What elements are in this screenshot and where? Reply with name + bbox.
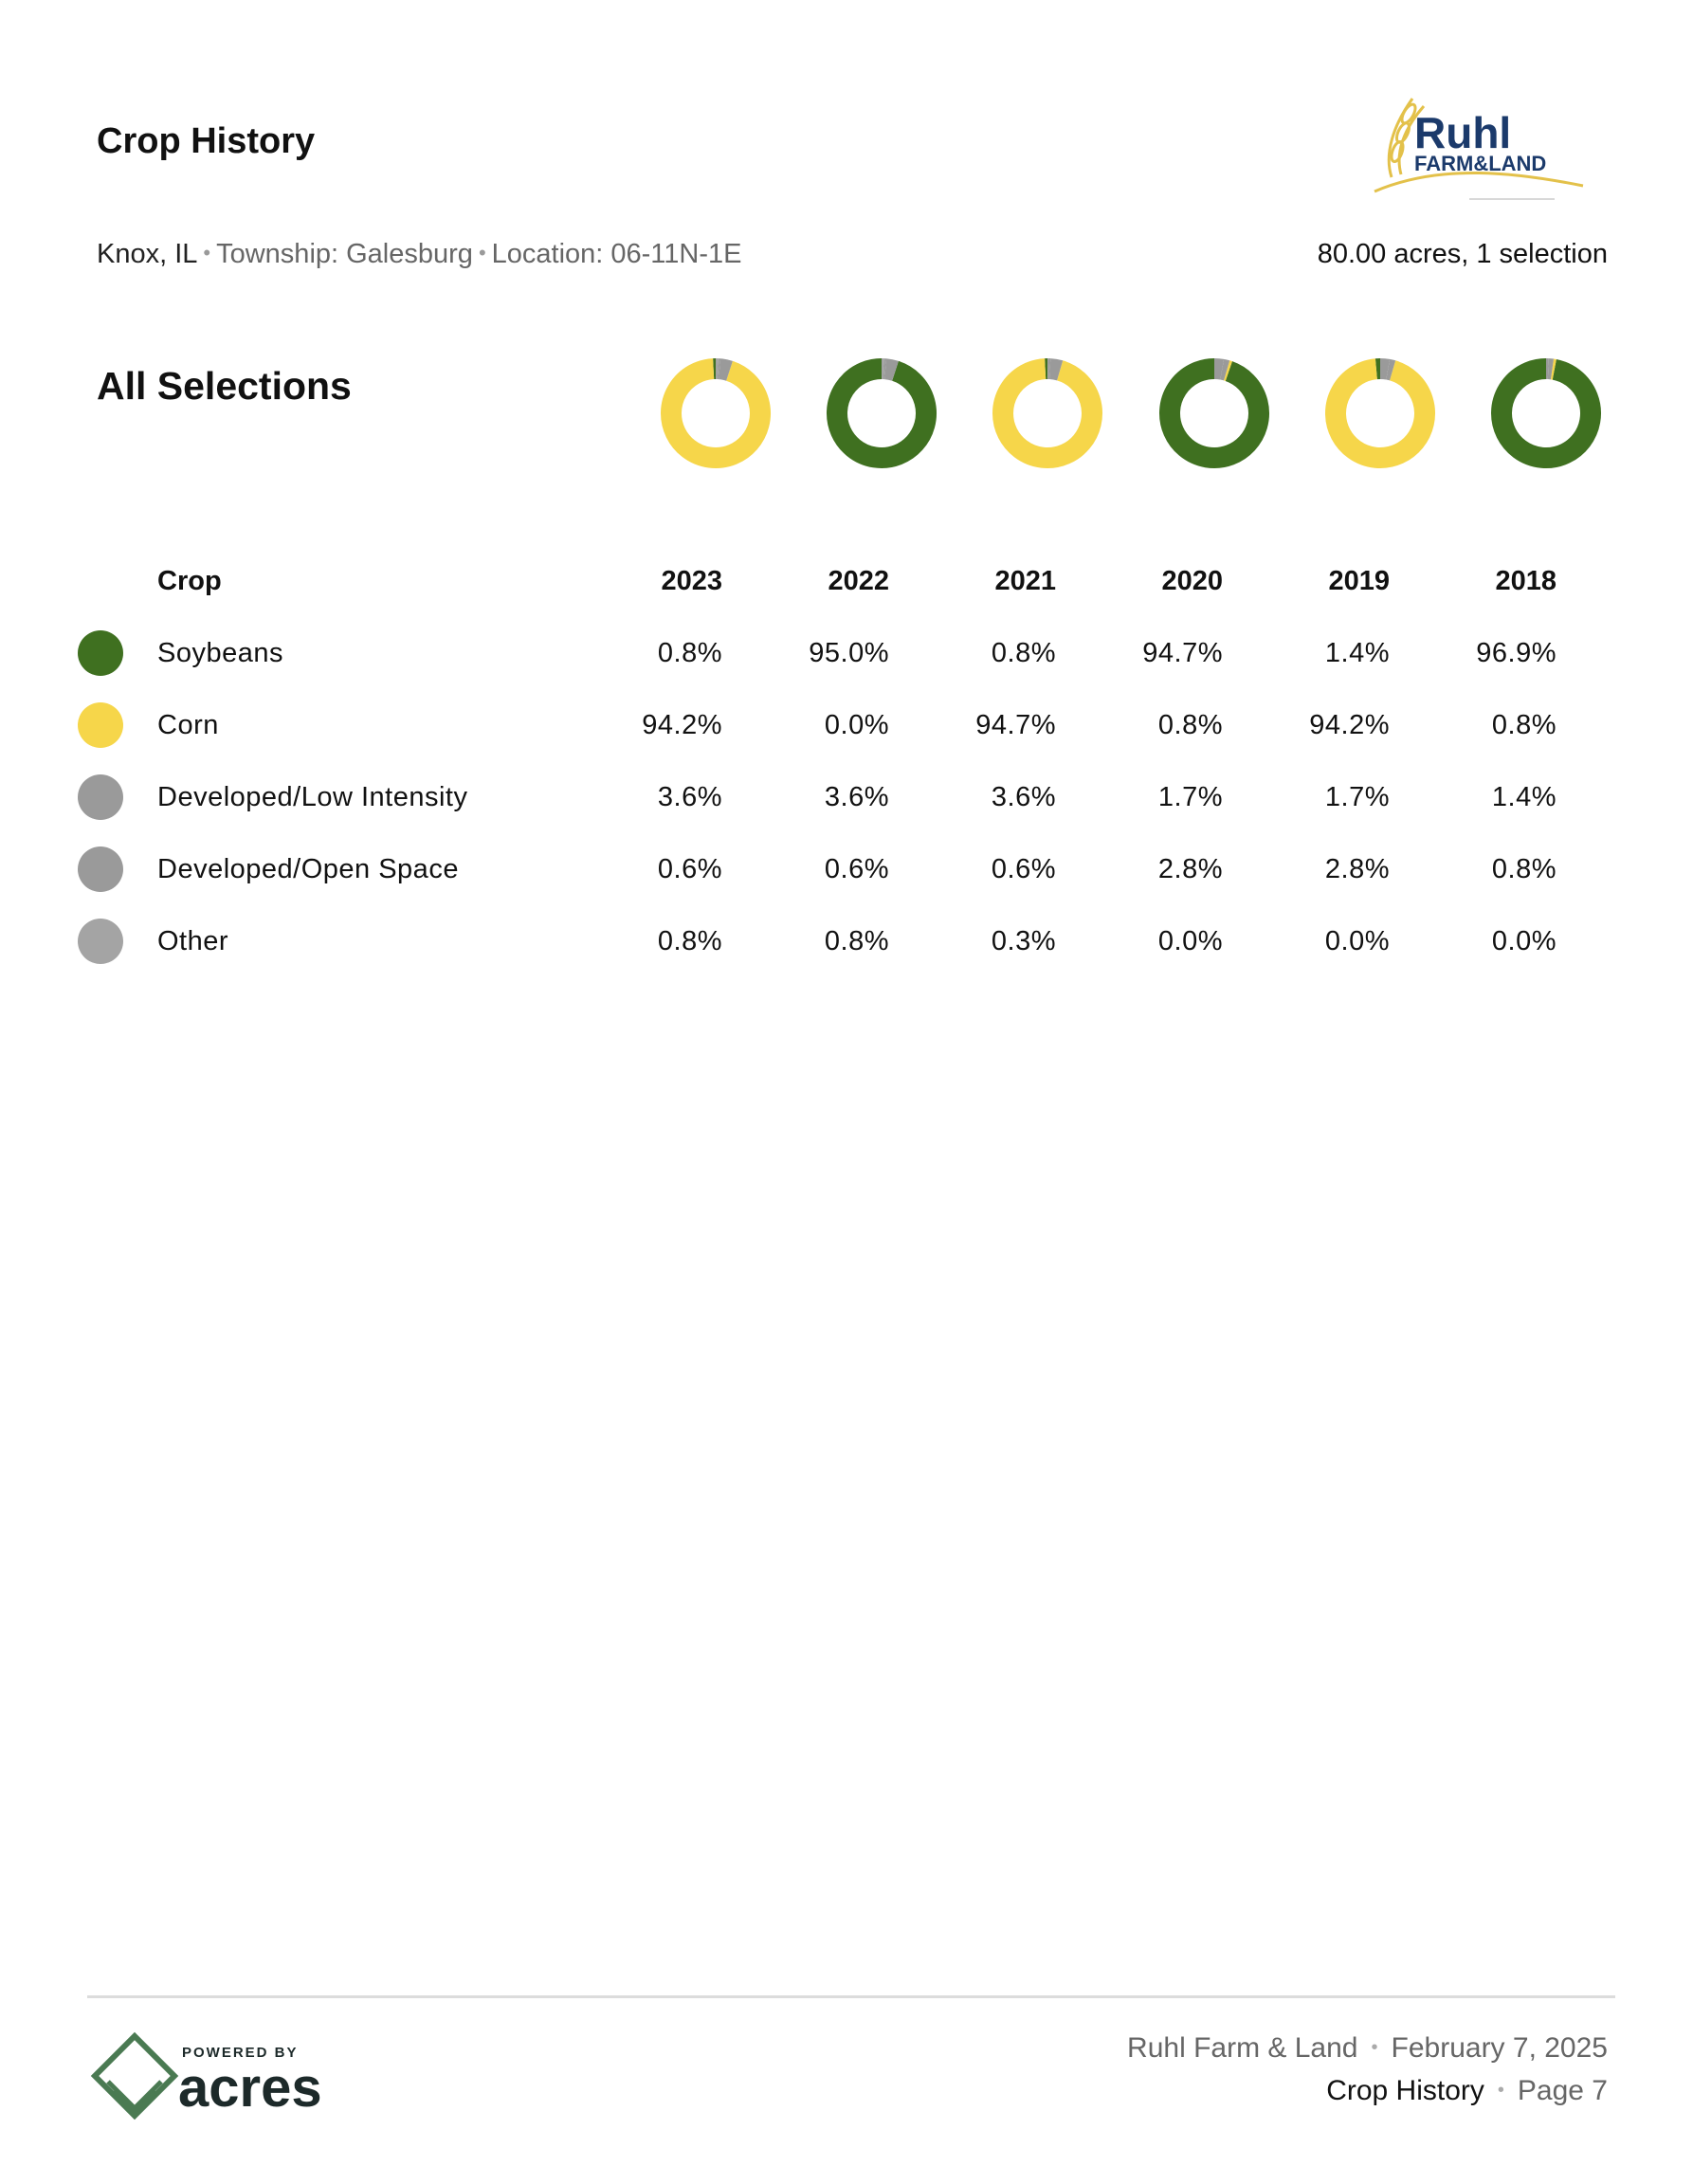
table-cell: 94.7% (975, 709, 1056, 740)
other-swatch (78, 919, 123, 964)
table-cell: 96.9% (1476, 637, 1556, 668)
year-header: 2023 (661, 565, 722, 596)
donut-slice-developed-low (885, 369, 895, 371)
donut-slice-developed-open (1380, 369, 1388, 370)
donut-slice-corn (1003, 369, 1092, 458)
footer-report-name: Crop History (1326, 2075, 1484, 2106)
table-cell: 1.4% (1324, 637, 1390, 668)
table-cell: 0.8% (1157, 709, 1223, 740)
table-cell: 95.0% (809, 637, 889, 668)
table-cell: 3.6% (657, 781, 722, 812)
powered-by-label: POWERED BY (182, 2045, 299, 2061)
table-cell: 0.8% (657, 925, 722, 956)
acres-brand: acres (178, 2057, 322, 2119)
table-cell: 0.8% (824, 925, 889, 956)
crop-name: Developed/Open Space (157, 853, 459, 884)
crop-name: Soybeans (157, 637, 283, 668)
table-row (57, 833, 1556, 905)
table-cell: 0.0% (1324, 925, 1390, 956)
swatch-header (57, 545, 157, 617)
acres-mark-icon (95, 2036, 174, 2116)
donut-slice-developed-low (1050, 369, 1060, 371)
footer-divider (87, 1995, 1615, 1998)
township: Township: Galesburg (216, 239, 473, 269)
soybeans-swatch (78, 630, 123, 676)
logo-tagline: FARM&LAND (1414, 152, 1547, 175)
table-cell: 2.8% (1324, 853, 1390, 884)
table-cell: 2.8% (1157, 853, 1223, 884)
footer-company: Ruhl Farm & Land (1127, 2032, 1358, 2064)
footer-page-number: Page 7 (1517, 2075, 1608, 2106)
donut-slice-developed-open (1214, 369, 1222, 370)
donut-chart-2018 (1489, 356, 1603, 470)
donut-slice-developed-low (1388, 370, 1393, 371)
donut-chart-2020 (1157, 356, 1271, 470)
separator-dot: • (478, 241, 486, 264)
developed-open-swatch (78, 846, 123, 892)
table-cell: 0.8% (657, 637, 722, 668)
acreage-summary: 80.00 acres, 1 selection (1317, 239, 1608, 269)
year-header: 2022 (828, 565, 889, 596)
table-row (57, 905, 1556, 977)
year-header: 2020 (1161, 565, 1223, 596)
table-cell: 3.6% (991, 781, 1056, 812)
crop-name: Corn (157, 709, 219, 740)
table-cell: 0.0% (1157, 925, 1223, 956)
donut-slice-corn (1336, 369, 1425, 458)
year-header: 2019 (1328, 565, 1390, 596)
table-cell: 3.6% (824, 781, 889, 812)
table-cell: 0.0% (1491, 925, 1556, 956)
table-cell: 1.7% (1157, 781, 1223, 812)
separator-dot: • (203, 241, 211, 264)
location-line (97, 239, 742, 270)
footer-line-2 (1127, 2071, 1608, 2114)
table-cell: 0.6% (824, 853, 889, 884)
powered-by-acres-logo (87, 2029, 334, 2123)
table-cell: 94.2% (1309, 709, 1390, 740)
donut-slice-developed-low (719, 369, 729, 371)
table-cell: 94.7% (1142, 637, 1223, 668)
table-row (57, 689, 1556, 761)
separator-dot: • (1371, 2037, 1378, 2058)
crop-name: Other (157, 925, 229, 956)
table-cell: 1.7% (1324, 781, 1390, 812)
crop-history-table (57, 545, 1556, 977)
footer-line-1 (1127, 2029, 1608, 2071)
table-cell: 0.6% (657, 853, 722, 884)
crop-name: Developed/Low Intensity (157, 781, 468, 812)
section-location: Location: 06-11N-1E (491, 239, 742, 269)
table-row (57, 617, 1556, 689)
donut-chart-2023 (659, 356, 773, 470)
corn-swatch (78, 702, 123, 748)
donut-slice-soybeans (1502, 369, 1591, 458)
footer-date: February 7, 2025 (1391, 2032, 1608, 2064)
donut-chart-2021 (991, 356, 1104, 470)
table-cell: 94.2% (642, 709, 722, 740)
table-cell: 0.3% (991, 925, 1056, 956)
donut-slice-soybeans (1170, 369, 1259, 458)
developed-low-swatch (78, 774, 123, 820)
donut-slice-corn (671, 369, 760, 458)
table-cell: 0.6% (991, 853, 1056, 884)
donut-chart-2022 (825, 356, 938, 470)
table-row (57, 761, 1556, 833)
table-cell: 0.0% (824, 709, 889, 740)
donut-slice-developed-low (1222, 370, 1227, 371)
logo-name: Ruhl (1414, 108, 1512, 157)
separator-dot: • (1497, 2080, 1504, 2101)
section-title: All Selections (97, 364, 352, 408)
footer-info (1127, 2029, 1608, 2114)
page-title: Crop History (97, 121, 316, 161)
county: Knox, IL (97, 239, 198, 269)
table-cell: 0.8% (991, 637, 1056, 668)
donut-slice-soybeans (837, 369, 926, 458)
donut-chart-2019 (1323, 356, 1437, 470)
year-header: 2021 (994, 565, 1056, 596)
donut-slice-corn (1227, 371, 1229, 372)
year-header: 2018 (1495, 565, 1556, 596)
crop-column-header: Crop (157, 565, 222, 596)
table-cell: 0.8% (1491, 853, 1556, 884)
table-cell: 0.8% (1491, 709, 1556, 740)
ruhl-farm-land-logo (1365, 87, 1593, 210)
table-cell: 1.4% (1491, 781, 1556, 812)
table-header-row (57, 545, 1556, 617)
